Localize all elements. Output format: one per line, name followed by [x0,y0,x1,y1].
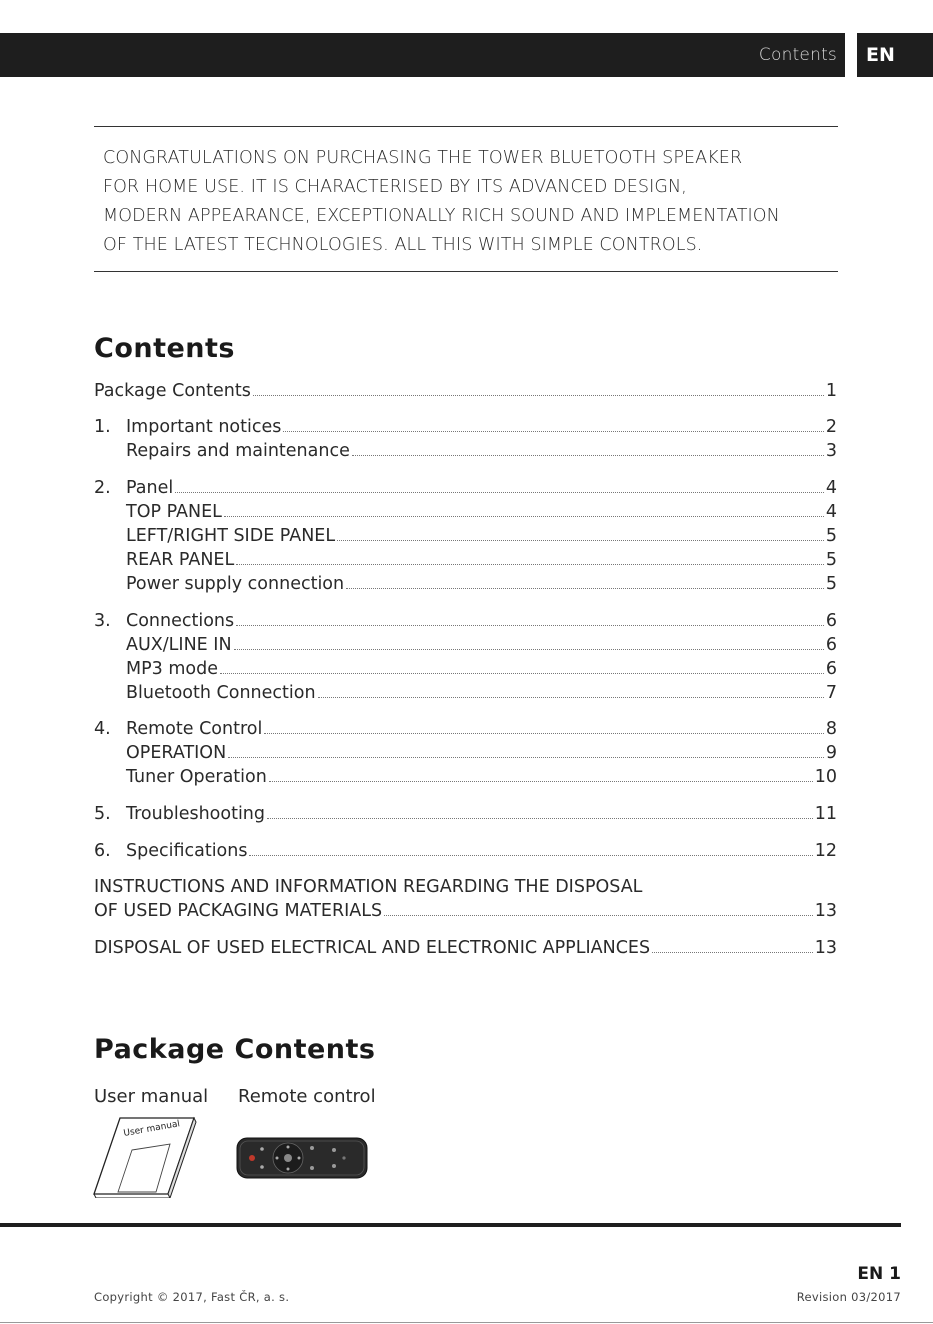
toc-entry-title: Tuner Operation [126,767,267,787]
toc-leader-dots [267,818,813,819]
toc-leader-dots [236,564,824,565]
toc-entry-page: 7 [825,683,837,703]
header-bar [0,33,845,77]
toc-entry-title: Power supply connection [126,574,345,594]
manual-cover-text: User manual [122,1119,181,1139]
toc-entry-number: 1. [94,417,111,437]
language-tab: EN [857,33,933,77]
toc-entry-title: Panel [126,478,174,498]
toc-entry-title: TOP PANEL [126,502,222,522]
toc-entry [94,416,837,438]
toc-entry-page: 5 [825,574,837,594]
toc-leader-dots [269,781,813,782]
toc-entry [94,803,837,825]
toc-leader-dots [253,395,824,396]
toc-entry-title: Bluetooth Connection [126,683,316,703]
package-item-label: User manual [94,1086,209,1107]
toc-leader-dots [220,673,824,674]
toc-entry [126,440,837,462]
toc-entry [126,525,837,547]
remote-control-icon [236,1137,368,1179]
toc-entry [126,658,837,680]
toc-entry [94,876,837,898]
intro-line: FOR HOME USE. IT IS CHARACTERISED BY ITS ADVANCED DESIGN, [103,177,687,197]
toc-entry-title: Repairs and maintenance [126,441,350,461]
toc-entry [94,380,837,402]
page-bottom-edge [0,1322,933,1323]
toc-leader-dots [318,697,824,698]
copyright-text: Copyright © 2017, Fast ČR, a. s. [94,1290,290,1304]
toc-entry [126,573,837,595]
toc-entry-number: 4. [94,719,111,739]
toc-entry [94,610,837,632]
toc-entry-title: REAR PANEL [126,550,235,570]
toc-entry-page: 5 [825,550,837,570]
toc-entry [126,766,837,788]
toc-entry-title: INSTRUCTIONS AND INFORMATION REGARDING THE DISPOSAL [94,877,643,897]
user-manual-icon [92,1114,198,1198]
toc-leader-dots [224,516,824,517]
toc-entry [94,937,837,959]
toc-leader-dots [283,431,824,432]
toc-leader-dots [234,649,824,650]
toc-entry-title: Package Contents [94,381,251,401]
toc-leader-dots [249,855,812,856]
intro-line: OF THE LATEST TECHNOLOGIES. ALL THIS WITH SIMPLE CONTROLS. [103,235,703,255]
toc-entry-page: 3 [825,441,837,461]
intro-line: MODERN APPEARANCE, EXCEPTIONALLY RICH SOUND AND IMPLEMENTATION [103,206,780,226]
toc-leader-dots [236,625,824,626]
toc-entry [94,718,837,740]
toc-entry-page: 12 [814,841,837,861]
toc-entry-number: 3. [94,611,111,631]
toc-leader-dots [352,455,824,456]
toc-leader-dots [175,492,824,493]
toc-leader-dots [337,540,824,541]
toc-entry-title: Important notices [126,417,282,437]
toc-entry-title: Remote Control [126,719,263,739]
footer-rule [0,1223,901,1227]
toc-entry-page: 6 [825,659,837,679]
toc-entry-page: 8 [825,719,837,739]
toc-entry-page: 13 [814,938,837,958]
package-item-label: Remote control [238,1086,376,1107]
toc-entry-title: MP3 mode [126,659,218,679]
toc-entry-page: 4 [825,502,837,522]
revision-text: Revision 03/2017 [796,1290,901,1304]
toc-entry-page: 10 [814,767,837,787]
toc-entry-page: 11 [814,804,837,824]
toc-entry-title: Specifications [126,841,248,861]
toc-entry [126,682,837,704]
toc-entry-page: 13 [814,901,837,921]
toc-leader-dots [652,952,813,953]
toc-leader-dots [346,588,824,589]
intro-box [94,126,838,272]
toc-entry-number: 2. [94,478,111,498]
toc-entry [126,501,837,523]
toc-entry-page: 1 [825,381,837,401]
page-number: EN 1 [857,1264,901,1284]
toc-entry [94,900,837,922]
toc-entry-page: 2 [825,417,837,437]
toc-entry-page: 4 [825,478,837,498]
toc-entry-number: 6. [94,841,111,861]
toc-entry-title: OPERATION [126,743,227,763]
toc-leader-dots [384,915,813,916]
toc-entry [94,840,837,862]
toc-leader-dots [228,757,824,758]
toc-entry [94,477,837,499]
toc-entry-title: AUX/LINE IN [126,635,232,655]
toc-entry-title: DISPOSAL OF USED ELECTRICAL AND ELECTRONIC APPLIANCES [94,938,651,958]
toc-leader-dots [264,733,824,734]
package-contents-heading: Package Contents [94,1034,376,1065]
header-section-title: Contents [758,45,837,65]
contents-heading: Contents [94,333,236,364]
toc-entry [126,742,837,764]
toc-entry-page: 9 [825,743,837,763]
toc-entry-page: 5 [825,526,837,546]
toc-entry-page: 6 [825,635,837,655]
toc-entry [126,549,837,571]
toc-entry-number: 5. [94,804,111,824]
toc-entry-title: OF USED PACKAGING MATERIALS [94,901,383,921]
intro-line: CONGRATULATIONS ON PURCHASING THE TOWER BLUETOOTH SPEAKER [103,148,743,168]
toc-entry-title: Troubleshooting [126,804,266,824]
toc-entry-title: LEFT/RIGHT SIDE PANEL [126,526,336,546]
toc-entry-page: 6 [825,611,837,631]
toc-entry-title: Connections [126,611,235,631]
toc-entry [126,634,837,656]
